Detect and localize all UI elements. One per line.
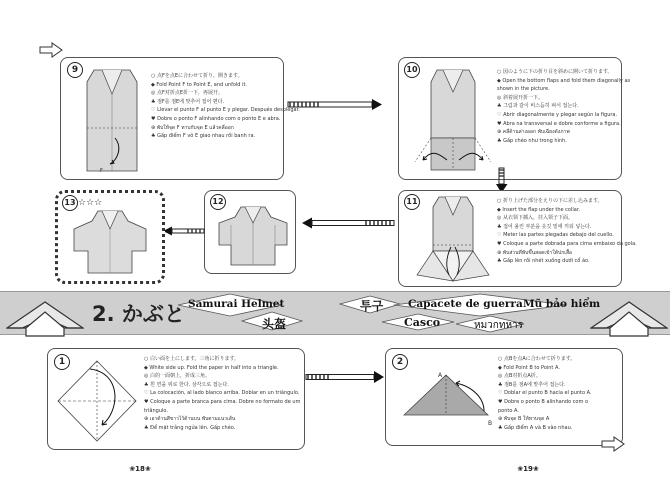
page-ornament-icon: ❀ xyxy=(532,465,539,473)
step-2-panel xyxy=(385,348,623,446)
page-number-left: ❀18❀ xyxy=(129,465,151,473)
step-number: 12 xyxy=(210,194,226,210)
page-ornament-icon: ❀ xyxy=(144,465,151,473)
step-1-diagram xyxy=(56,359,138,445)
label-chinese: 头盔 xyxy=(262,317,287,331)
step-10-diagram xyxy=(411,66,495,176)
step-11-diagram xyxy=(411,195,495,283)
label-korean: 투구 xyxy=(360,299,384,313)
step-9-instructions: ○ 点Fを点Eに合わせて折り、開きます。 ◆ Fold Point F to Point E, and unfold it. ◎ 点F对折点E折一下，再展开。 ♣ 점F를 점E에 맞추어 접어 편다. ♡ Llevar el punto F al punto E y plegar. Después desplegar. ♥ Dobre o ponto F alinhando com o ponto E e abra. ⊕ พับให้จุด F ทาบกับจุด E แล้วคลี่ออก ♣ Gấp điểm F vô E giao nhau rồi banh ra. xyxy=(151,73,300,140)
step-number: 1 xyxy=(54,354,70,370)
difficulty-stars: ☆☆☆ xyxy=(78,198,103,208)
step-1-instructions: ○ 白い面を上にします。三角に折ります。 ◆ White side up. Fold the paper in half into a triangle. ◎ 白的一面朝上，折成三角。 ♣ 흰 면을 위로 한다. 삼각으로 접는다. ♡ La colocación, al lado blanco arriba. Doblar en un triángulo. ♥ Coloque a parte branca para cima. Dobre no formato de um triângulo. ⊕ เอาด้านสีขาวไว้ด้านบน พับตามแนวเส้น ♣ Để mặt trắng ngửa lên. Gấp chéo. xyxy=(144,356,301,431)
page-arrow-icon xyxy=(601,436,625,452)
step-number: 11 xyxy=(404,194,420,210)
svg-text:F: F xyxy=(100,168,103,173)
step-12-diagram xyxy=(215,205,291,267)
label-vietnamese: Mũ bảo hiểm xyxy=(523,298,601,310)
flow-arrow-left xyxy=(162,225,206,237)
page-arrow-icon xyxy=(39,42,63,58)
page-ornament-icon: ❀ xyxy=(129,465,136,473)
step-number: 9 xyxy=(67,62,83,78)
label-portuguese: Capacete de guerra xyxy=(408,298,523,310)
model-number: 2. xyxy=(92,302,115,326)
point-a-label: A xyxy=(438,372,443,379)
step-9-diagram xyxy=(77,68,147,173)
step-11-instructions: ○ 折り上げた部分をえりの下に差し込みます。 ◆ Insert the flap under the collar. ◎ 从衣领下插入，挂入领子下面。 ♣ 접어 올린 부분을 옷깃 밑에 끼워 넣는다. ♡ Meter las partes plegadas debajo del cuello. ♥ Coloque a parte dobrada para cima embaixo da gola. ⊕ พับส่วนที่พับขึ้นสอดเข้าใต้ปกเสื้อ ♣ Gấp lên rồi nhét xuống dưới cổ áo. xyxy=(497,198,637,265)
label-spanish: Casco xyxy=(404,316,441,329)
label-thai: หมวกทหาร xyxy=(474,320,524,331)
label-english: Samurai Helmet xyxy=(188,298,285,310)
model-name-jp: かぶと xyxy=(121,302,185,326)
step-13-diagram xyxy=(70,209,150,275)
step-number: 2 xyxy=(392,354,408,370)
page-number-right: ❀19❀ xyxy=(517,465,539,473)
step-2-instructions: ○ 点Bを点Aに合わせて折ります。 ◆ Fold Point B to Point A. ◎ 点B对折点A折。 ♣ 점B를 점A에 맞추어 접는다. ♡ Doblar el punto B hacia el punto A. ♥ Dobre o ponto B alinhando com o ponto A. ⊕ พับจุด B ให้ทาบจุด A ♣ Gấp điểm A và B vào nhau. xyxy=(498,356,592,431)
flow-arrow-right xyxy=(286,98,384,112)
step-number: 10 xyxy=(404,62,420,78)
page-ornament-icon: ❀ xyxy=(517,465,524,473)
step-10-panel xyxy=(398,57,631,180)
flow-arrow-left xyxy=(300,216,396,230)
label-diamonds xyxy=(0,288,670,338)
step-13-panel xyxy=(55,190,165,284)
point-b-label: B xyxy=(488,420,493,427)
step-12-panel xyxy=(204,190,296,274)
step-10-instructions: ○ 図のように下の折り目を斜めに開いて折ります。 ◆ Open the bottom flaps and fold them diagonally as shown in the picture. ◎ 斜着展开折一下。 ♣ 그림과 같이 비스듬히 펴서 접는다. ♡ Abrir diagonalmente y plegar según la figura. ♥ Abra na transversal e dobre conforme a figura. ⊕ คลี่ด้านล่างออก พับเฉียงดังภาพ ♣ Gấp chéo như trong hình. xyxy=(497,69,631,144)
flow-arrow-right xyxy=(304,370,386,384)
step-number: 13 xyxy=(62,195,78,211)
step-1-panel xyxy=(47,348,305,450)
step-11-panel xyxy=(398,190,637,287)
step-2-diagram xyxy=(400,369,496,433)
step-9-panel xyxy=(60,57,300,180)
